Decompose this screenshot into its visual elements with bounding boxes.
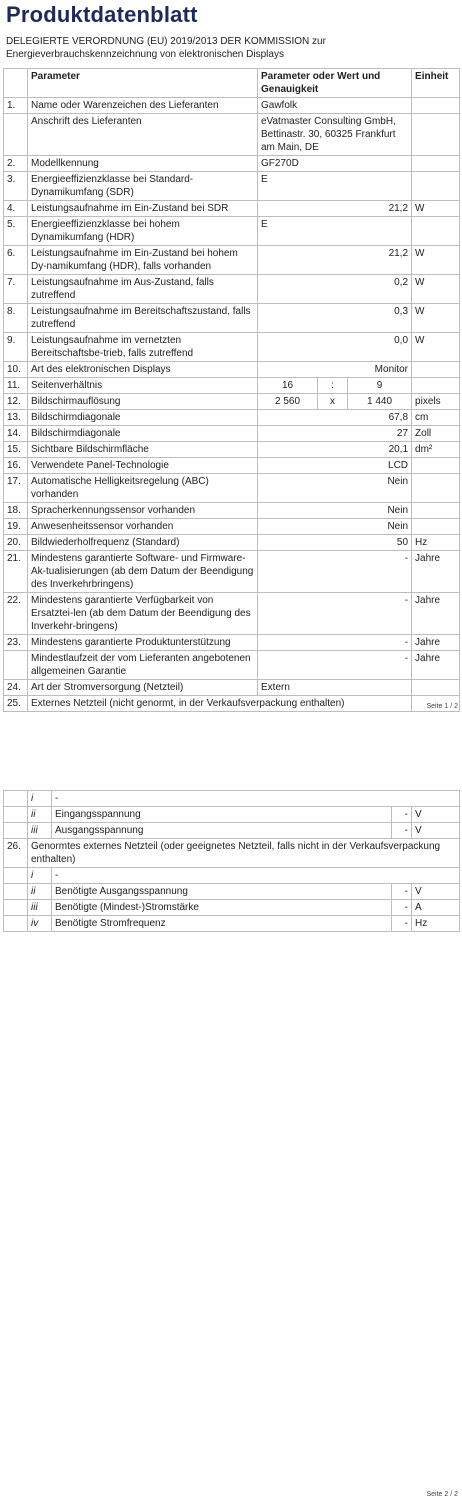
row-number: 1. (4, 98, 28, 114)
table-row (4, 474, 460, 503)
row-value: 20,1 (258, 442, 412, 458)
row-label: Externes Netzteil (nicht genormt, in der Verkaufsverpackung enthalten) (28, 696, 412, 712)
row-unit: W (412, 201, 460, 217)
table-row (4, 156, 460, 172)
row-unit (412, 474, 460, 503)
table-row (4, 426, 460, 442)
row-label: Genormtes externes Netzteil (oder geeignetes Netzteil, falls nicht in der Verkaufsverpackung enthalten) (28, 839, 460, 868)
row-value: eVatmaster Consulting GmbH, Bettinastr. 30, 60325 Frankfurt am Main, DE (258, 114, 412, 156)
row-value: Monitor (258, 362, 412, 378)
row-number: 12. (4, 394, 28, 410)
row-value: Nein (258, 519, 412, 535)
row-unit (412, 680, 460, 696)
row-unit (412, 503, 460, 519)
row-number: 14. (4, 426, 28, 442)
row-value: - (258, 635, 412, 651)
table-row (4, 651, 460, 680)
row-number: 13. (4, 410, 28, 426)
table-row (4, 458, 460, 474)
table-row (4, 916, 460, 932)
table-row (4, 839, 460, 868)
row-label: Mindestens garantierte Produktunterstützung (28, 635, 258, 651)
row-label: Energieeffizienzklasse bei hohem Dynamikumfang (HDR) (28, 217, 258, 246)
page-footer: Seite 2 / 2 (426, 1491, 458, 1498)
row-unit: dm² (412, 442, 460, 458)
document-subtitle: DELEGIERTE VERORDNUNG (EU) 2019/2013 DER KOMMISSION zur Energieverbrauchskennzeichnung von elektronischen Displays (6, 36, 326, 60)
row-value: 27 (258, 426, 412, 442)
row-unit: Hz (412, 535, 460, 551)
row-label: Anwesenheitssensor vorhanden (28, 519, 258, 535)
row-label: Art des elektronischen Displays (28, 362, 258, 378)
row-value: LCD (258, 458, 412, 474)
row-unit (412, 378, 460, 394)
sub-index: i (28, 868, 52, 884)
row-number (4, 791, 28, 807)
table-row (4, 791, 460, 807)
page-footer: Seite 1 / 2 (426, 703, 458, 710)
row-value: GF270D (258, 156, 412, 172)
table-row (4, 246, 460, 275)
row-label: Anschrift des Lieferanten (28, 114, 258, 156)
row-number (4, 651, 28, 680)
product-data-table (3, 68, 460, 712)
row-label: Benötigte Ausgangsspannung (52, 884, 392, 900)
table-row (4, 362, 460, 378)
row-label: Energieeffizienzklasse bei Standard-Dynamikumfang (SDR) (28, 172, 258, 201)
sub-index: i (28, 791, 52, 807)
row-value: 21,2 (258, 201, 412, 217)
row-label: Modellkennung (28, 156, 258, 172)
table-row (4, 635, 460, 651)
resolution-width: 2 560 (258, 394, 318, 410)
row-unit (412, 458, 460, 474)
row-unit: V (412, 884, 460, 900)
resolution-separator: x (318, 394, 348, 410)
row-unit: V (412, 807, 460, 823)
row-number (4, 114, 28, 156)
table-row (4, 696, 460, 712)
row-label: Automatische Helligkeitsregelung (ABC) vorhanden (28, 474, 258, 503)
row-value: - (258, 651, 412, 680)
row-number: 15. (4, 442, 28, 458)
row-number: 8. (4, 304, 28, 333)
header-num-cell (4, 69, 28, 98)
row-label: Bildwiederholfrequenz (Standard) (28, 535, 258, 551)
row-value: Nein (258, 474, 412, 503)
row-number (4, 900, 28, 916)
row-value: - (392, 916, 412, 932)
row-number (4, 916, 28, 932)
row-number: 19. (4, 519, 28, 535)
row-value: 0,0 (258, 333, 412, 362)
row-value: - (392, 884, 412, 900)
row-number: 24. (4, 680, 28, 696)
row-unit (412, 172, 460, 201)
table-row (4, 884, 460, 900)
table-row (4, 333, 460, 362)
document-title: Produktdatenblatt (6, 2, 198, 27)
header-unit: Einheit (412, 69, 460, 98)
row-number: 10. (4, 362, 28, 378)
row-unit (412, 114, 460, 156)
row-unit (412, 156, 460, 172)
table-row (4, 823, 460, 839)
table-row (4, 503, 460, 519)
row-label: Spracherkennungssensor vorhanden (28, 503, 258, 519)
page-2 (0, 760, 462, 1500)
ratio-width: 16 (258, 378, 318, 394)
row-unit (412, 362, 460, 378)
row-number: 11. (4, 378, 28, 394)
row-number: 20. (4, 535, 28, 551)
row-unit (412, 217, 460, 246)
row-unit: Jahre (412, 551, 460, 593)
table-row (4, 807, 460, 823)
row-number: 7. (4, 275, 28, 304)
table-row (4, 172, 460, 201)
row-value: Gawfolk (258, 98, 412, 114)
table-row (4, 593, 460, 635)
row-number: 9. (4, 333, 28, 362)
table-row (4, 410, 460, 426)
row-number: 21. (4, 551, 28, 593)
sub-index: iv (28, 916, 52, 932)
row-label: Leistungsaufnahme im Ein-Zustand bei SDR (28, 201, 258, 217)
row-value: 50 (258, 535, 412, 551)
row-label: Leistungsaufnahme im Ein-Zustand bei hohem Dy-namikumfang (HDR), falls vorhanden (28, 246, 258, 275)
row-unit: W (412, 275, 460, 304)
table-row (4, 868, 460, 884)
row-number: 25. (4, 696, 28, 712)
row-number: 6. (4, 246, 28, 275)
row-value: Nein (258, 503, 412, 519)
row-unit: A (412, 900, 460, 916)
row-number: 17. (4, 474, 28, 503)
row-value: E (258, 217, 412, 246)
row-label: Mindestens garantierte Verfügbarkeit von Ersatztei-len (ab dem Datum der Beendigung des Inverkehr-bringens) (28, 593, 258, 635)
resolution-height: 1 440 (348, 394, 412, 410)
row-value: 0,3 (258, 304, 412, 333)
row-number: 5. (4, 217, 28, 246)
row-number: 23. (4, 635, 28, 651)
row-number: 18. (4, 503, 28, 519)
ratio-separator: : (318, 378, 348, 394)
table-row (4, 304, 460, 333)
ratio-height: 9 (348, 378, 412, 394)
row-label: Leistungsaufnahme im Aus-Zustand, falls zutreffend (28, 275, 258, 304)
table-row (4, 275, 460, 304)
sub-index: iii (28, 900, 52, 916)
row-number: 16. (4, 458, 28, 474)
row-label: Bildschirmdiagonale (28, 410, 258, 426)
row-label: Benötigte (Mindest-)Stromstärke (52, 900, 392, 916)
row-value: - (392, 807, 412, 823)
table-row (4, 900, 460, 916)
table-row (4, 98, 460, 114)
row-unit: W (412, 333, 460, 362)
row-label: - (52, 791, 460, 807)
row-label: - (52, 868, 460, 884)
header-param: Parameter (28, 69, 258, 98)
row-value: E (258, 172, 412, 201)
row-number (4, 823, 28, 839)
row-number (4, 807, 28, 823)
table-row (4, 114, 460, 156)
header-value: Parameter oder Wert und Genauigkeit (258, 69, 412, 98)
table-row (4, 442, 460, 458)
table-row (4, 201, 460, 217)
row-label: Benötigte Stromfrequenz (52, 916, 392, 932)
row-value: - (392, 823, 412, 839)
row-number (4, 868, 28, 884)
row-unit: cm (412, 410, 460, 426)
row-label: Mindestlaufzeit der vom Lieferanten angebotenen allgemeinen Garantie (28, 651, 258, 680)
row-unit: Hz (412, 916, 460, 932)
row-unit: Zoll (412, 426, 460, 442)
table-row (4, 535, 460, 551)
row-label: Eingangsspannung (52, 807, 392, 823)
row-unit: pixels (412, 394, 460, 410)
row-label: Sichtbare Bildschirmfläche (28, 442, 258, 458)
row-label: Leistungsaufnahme im Bereitschaftszustand, falls zutreffend (28, 304, 258, 333)
row-unit: W (412, 304, 460, 333)
row-value: 21,2 (258, 246, 412, 275)
row-number: 2. (4, 156, 28, 172)
row-value: - (258, 551, 412, 593)
row-label: Name oder Warenzeichen des Lieferanten (28, 98, 258, 114)
row-unit (412, 98, 460, 114)
row-label: Art der Stromversorgung (Netzteil) (28, 680, 258, 696)
row-number: 3. (4, 172, 28, 201)
row-number: 22. (4, 593, 28, 635)
row-label: Mindestens garantierte Software- und Firmware-Ak-tualisierungen (ab dem Datum der Beendigung des Inverkehrbringens) (28, 551, 258, 593)
table-row (4, 519, 460, 535)
row-label: Bildschirmdiagonale (28, 426, 258, 442)
row-label: Ausgangsspannung (52, 823, 392, 839)
row-unit: Jahre (412, 593, 460, 635)
table-header-row (4, 69, 460, 98)
page-1 (0, 0, 462, 720)
row-unit (412, 519, 460, 535)
table-row (4, 680, 460, 696)
table-row (4, 378, 460, 394)
row-value: 67,8 (258, 410, 412, 426)
row-unit: V (412, 823, 460, 839)
sub-index: ii (28, 807, 52, 823)
row-label: Seitenverhältnis (28, 378, 258, 394)
sub-index: ii (28, 884, 52, 900)
row-value: Extern (258, 680, 412, 696)
row-value: 0,2 (258, 275, 412, 304)
row-label: Verwendete Panel-Technologie (28, 458, 258, 474)
row-unit: Jahre (412, 651, 460, 680)
row-label: Leistungsaufnahme im vernetzten Bereitschaftsbe-trieb, falls zutreffend (28, 333, 258, 362)
row-unit: Jahre (412, 635, 460, 651)
row-number (4, 884, 28, 900)
row-unit: W (412, 246, 460, 275)
sub-index: iii (28, 823, 52, 839)
row-value: - (392, 900, 412, 916)
row-label: Bildschirmauflösung (28, 394, 258, 410)
table-row (4, 217, 460, 246)
table-row (4, 394, 460, 410)
product-data-table-continued (3, 790, 460, 932)
row-number: 4. (4, 201, 28, 217)
table-row (4, 551, 460, 593)
row-number: 26. (4, 839, 28, 868)
row-value: - (258, 593, 412, 635)
